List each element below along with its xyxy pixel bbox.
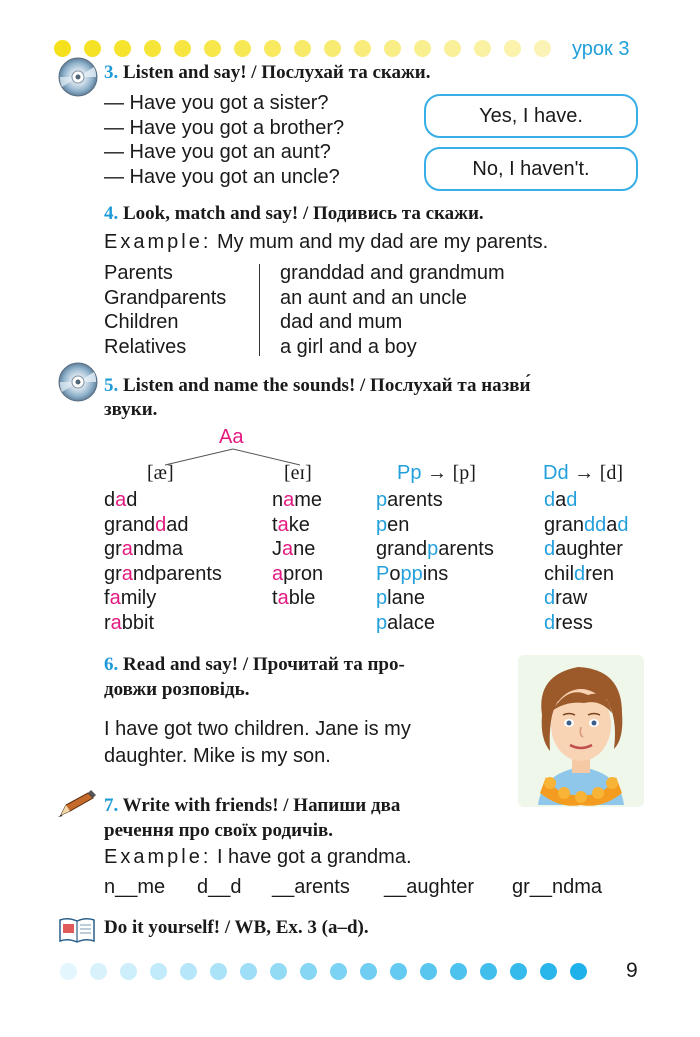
sound-d: [d] (599, 462, 624, 484)
decorative-dot (84, 40, 101, 57)
ex4-right-item: dad and mum (280, 311, 403, 333)
ex4-right-item: an aunt and an uncle (280, 286, 467, 309)
arrow-d: → (574, 462, 595, 484)
ex4-divider (259, 264, 260, 356)
decorative-dot (234, 40, 251, 57)
pen-icon (58, 790, 98, 823)
ex3-question: — Have you got a sister? (104, 92, 329, 114)
decorative-dot (174, 40, 191, 57)
ex4-right-column (280, 261, 505, 359)
ae-words-column (104, 488, 222, 635)
page-number: 9 (626, 959, 638, 982)
word: Poppins (376, 562, 449, 585)
decorative-dot (90, 963, 107, 980)
decorative-dot (414, 40, 431, 57)
decorative-dot (534, 40, 551, 57)
blank-word: gr__ndma (512, 876, 603, 898)
word: apron (272, 562, 324, 585)
decorative-dot (504, 40, 521, 57)
cd-icon (58, 362, 98, 407)
word: table (272, 587, 316, 609)
decorative-dot (540, 963, 557, 980)
ex4-left-item: Children (104, 311, 179, 333)
decorative-dot (450, 963, 467, 980)
d-words-column (544, 488, 629, 635)
decorative-dot (330, 963, 347, 980)
footer-dots (60, 963, 600, 980)
word: dad (104, 489, 138, 511)
decorative-dot (270, 963, 287, 980)
decorative-dot (474, 40, 491, 57)
decorative-dot (54, 40, 71, 57)
ex4-example-label: Example: (104, 231, 212, 253)
answer-no-text: No, I haven't. (472, 158, 590, 180)
ex4-left-item: Grandparents (104, 286, 227, 309)
decorative-dot (294, 40, 311, 57)
answer-yes-text: Yes, I have. (479, 105, 583, 127)
decorative-dot (570, 963, 587, 980)
ex4-left-item: Relatives (104, 335, 187, 358)
ex3-question: — Have you got a brother? (104, 116, 345, 139)
ex3-question: — Have you got an aunt? (104, 141, 331, 163)
ex4-left-item: Parents (104, 262, 173, 284)
word: grandparents (376, 538, 494, 560)
ex5-number: 5. (104, 375, 119, 396)
pp-sound-header (397, 462, 476, 485)
word: granddad (104, 513, 189, 536)
ex7-number: 7. (104, 795, 119, 816)
ex6-title (104, 652, 405, 702)
blank-word: __aughter (384, 876, 475, 898)
decorative-dot (150, 963, 167, 980)
ex3-question: — Have you got an uncle? (104, 165, 340, 188)
ex7-title-line2: речення про своїх родичів. (104, 820, 334, 841)
ex6-text-line1: I have got two children. Jane is my (104, 718, 411, 740)
ex6-title-line1: Read and say! / Прочитай та про- (123, 654, 405, 675)
word: rabbit (104, 611, 155, 634)
word: take (272, 513, 310, 536)
sound-p: [p] (452, 462, 476, 484)
word: parents (376, 489, 443, 511)
decorative-dot (510, 963, 527, 980)
header-dots (54, 40, 564, 57)
ex4-example-text: My mum and my dad are my parents. (216, 231, 549, 253)
word: name (272, 489, 323, 511)
decorative-dot (240, 963, 257, 980)
decorative-dot (114, 40, 131, 57)
word: daughter (544, 538, 623, 560)
decorative-dot (444, 40, 461, 57)
ex6-text (104, 716, 411, 770)
woman-portrait-image (518, 655, 644, 812)
word: children (544, 562, 615, 585)
decorative-dot (300, 963, 317, 980)
decorative-dot (264, 40, 281, 57)
ex3-number: 3. (104, 62, 119, 83)
arrow-p: → (427, 462, 448, 484)
ex7-example-label: Example: (104, 846, 212, 868)
word: draw (544, 587, 588, 609)
decorative-dot (180, 963, 197, 980)
ex5-title-line1: Listen and name the sounds! / Послухай та назви́ (123, 375, 531, 396)
ex4-title (104, 203, 484, 225)
ex4-right-item: a girl and a boy (280, 335, 417, 358)
decorative-dot (390, 963, 407, 980)
word: grandparents (104, 562, 222, 585)
word: family (104, 587, 157, 609)
decorative-dot (204, 40, 221, 57)
ex6-text-line2: daughter. Mike is my son. (104, 745, 331, 767)
ex3-questions (104, 91, 344, 189)
word: grandma (104, 538, 183, 560)
word: palace (376, 611, 435, 634)
decorative-dot (480, 963, 497, 980)
ex3-title (104, 62, 431, 84)
word: granddad (544, 513, 629, 536)
letter-pp: Pp (397, 462, 422, 484)
word: Jane (272, 538, 316, 560)
decorative-dot (360, 963, 377, 980)
lesson-label: урок 3 (572, 38, 630, 60)
ex3-title-text: Listen and say! / Послухай та скажи. (123, 62, 431, 83)
decorative-dot (324, 40, 341, 57)
decorative-dot (420, 963, 437, 980)
ex4-title-text: Look, match and say! / Подивись та скажи. (123, 203, 484, 224)
sound-ei: [eɪ] (284, 462, 312, 484)
ex5-title-line2: звуки. (104, 399, 158, 420)
cd-icon (58, 57, 98, 102)
decorative-dot (210, 963, 227, 980)
word: pen (376, 513, 410, 536)
letter-aa: Aa (219, 426, 244, 448)
answer-bubble-no (424, 147, 638, 191)
dd-sound-header (543, 462, 623, 485)
ex6-number: 6. (104, 654, 119, 675)
blank-word: __arents (272, 876, 350, 898)
blank-word: n__me (104, 876, 166, 898)
ex7-title-line1: Write with friends! / Напиши два (122, 795, 401, 816)
do-it-yourself: Do it yourself! / WB, Ex. 3 (a–d). (104, 917, 369, 938)
decorative-dot (354, 40, 371, 57)
decorative-dot (384, 40, 401, 57)
ex7-title (104, 793, 400, 843)
word: dress (544, 611, 593, 634)
word: plane (376, 587, 425, 609)
ex5-title (104, 374, 530, 422)
word: dad (544, 489, 578, 511)
ex6-title-line2: довжи розповідь. (104, 679, 250, 700)
ex7-example (104, 846, 412, 869)
ex4-left-column (104, 261, 226, 359)
letter-dd: Dd (543, 462, 569, 484)
ex4-number: 4. (104, 203, 119, 224)
ex7-example-text: I have got a grandma. (216, 846, 412, 868)
ex4-example (104, 231, 548, 254)
decorative-dot (120, 963, 137, 980)
blank-word: d__d (197, 876, 242, 898)
decorative-dot (60, 963, 77, 980)
ex4-right-item: granddad and grandmum (280, 262, 505, 284)
p-words-column (376, 488, 494, 635)
sound-ae: [æ] (147, 462, 174, 484)
ei-words-column (272, 488, 323, 611)
workbook-icon (58, 916, 96, 949)
answer-bubble-yes (424, 94, 638, 138)
decorative-dot (144, 40, 161, 57)
